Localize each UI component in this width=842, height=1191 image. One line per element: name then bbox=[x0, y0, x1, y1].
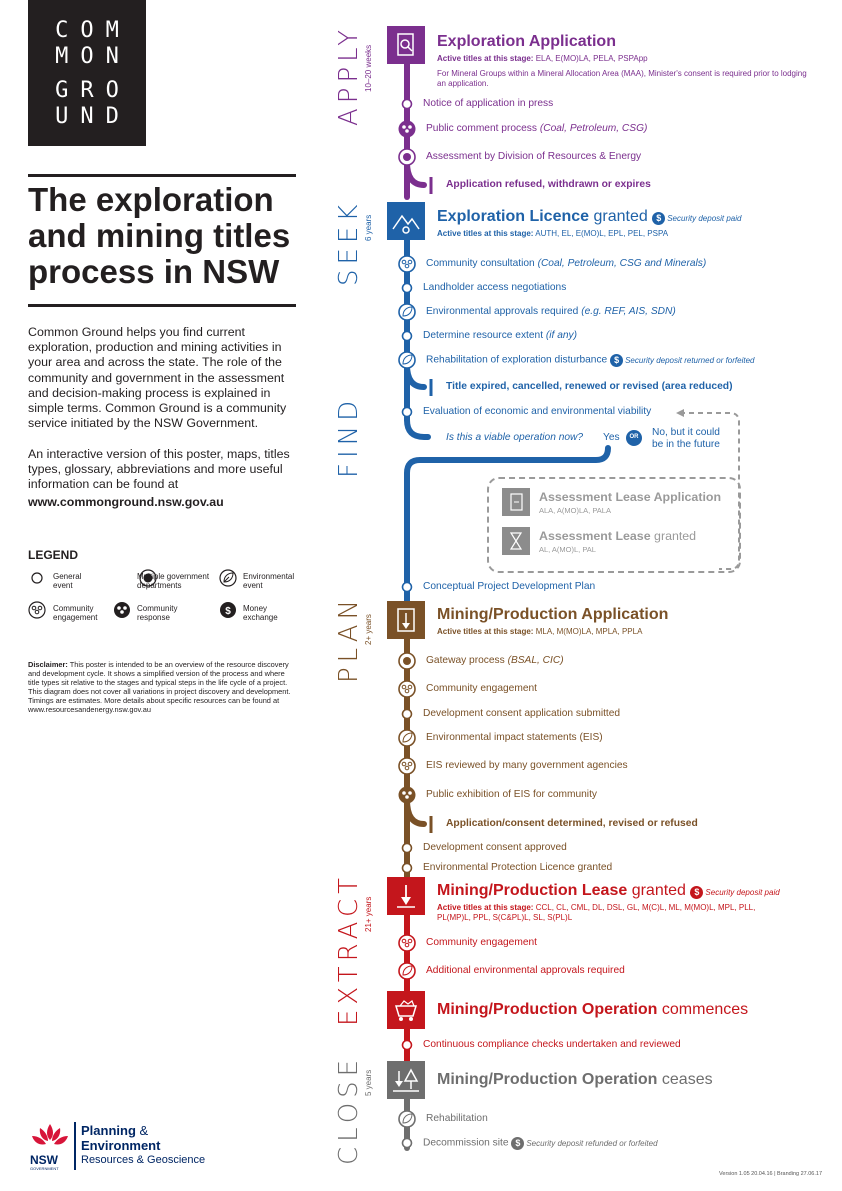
money-icon: $ bbox=[690, 886, 703, 899]
money-icon: $ bbox=[511, 1137, 524, 1150]
viability-question: Is this a viable operation now? bbox=[446, 432, 584, 443]
general-event-icon bbox=[403, 864, 412, 873]
general-event-icon bbox=[403, 332, 412, 341]
environmental-event-icon bbox=[399, 963, 415, 979]
assessment-application-icon bbox=[502, 488, 530, 516]
planning-label: Planning & bbox=[81, 1123, 149, 1138]
operation-ceases-heading: Mining/Production Operation ceases bbox=[437, 1071, 713, 1088]
community-response-icon bbox=[399, 121, 416, 138]
event-rehabilitation: Rehabilitation bbox=[426, 1113, 488, 1124]
event-epl-granted: Environmental Protection Licence granted bbox=[423, 862, 613, 873]
legend-label: Money exchange bbox=[243, 604, 278, 622]
stage-extract: EXTRACT bbox=[334, 872, 364, 1026]
general-event-icon bbox=[403, 284, 412, 293]
stage-duration: 2+ years bbox=[364, 614, 373, 645]
stage-plan: PLAN bbox=[334, 595, 364, 683]
community-engagement-icon bbox=[399, 681, 415, 697]
active-titles: Active titles at this stage: CCL, CL, CML, DL, DSL, GL, M(C)L, ML, M(MO)L, MPL, PLL, PL(MP)L, PPL, S(C&PL)L, SL, S(PL)L bbox=[437, 903, 756, 922]
stage-duration: 10–20 weeks bbox=[364, 44, 373, 92]
stage-apply: APPLY bbox=[334, 24, 364, 126]
legend-label: Multiple government departments bbox=[137, 572, 210, 590]
fork-consent-determined: Application/consent determined, revised or refused bbox=[446, 818, 698, 829]
mining-application-heading: Mining/Production Application bbox=[437, 606, 669, 623]
stage-seek: SEEK bbox=[334, 199, 364, 286]
general-event-icon bbox=[403, 1139, 412, 1148]
general-event-icon bbox=[403, 100, 412, 109]
disclaimer: Disclaimer: This poster is intended to be an overview of the resource discovery and development cycle. It shows a simplified version of the process and where title types sit relative to the stages and typical steps in the life cycle of a project. This diagram does not cover all variations in project discovery and development. Timings are estimates. More details about specific resources can be found at www.resourcesandenergy.nsw.gov.au bbox=[28, 660, 291, 714]
logo-line: MON bbox=[55, 44, 131, 69]
tree-shovel-icon bbox=[387, 1061, 425, 1099]
intro-text: Common Ground helps you find current exploration, production and mining activities in your area and across the state. The role of the community and government in the assessment and decision-making process is explained in simple terms. Common Ground is a community service initiated by the NSW Government. bbox=[28, 325, 287, 431]
title-line: process in NSW bbox=[28, 253, 280, 290]
environmental-event-icon bbox=[399, 1111, 415, 1127]
mining-application-icon bbox=[387, 601, 425, 639]
event-additional-approvals: Additional environmental approvals required bbox=[426, 965, 625, 976]
assessment-application-titles: ALA, A(MO)LA, PALA bbox=[539, 506, 611, 515]
environmental-event-icon bbox=[399, 730, 415, 746]
assessment-lease-titles: AL, A(MO)L, PAL bbox=[539, 545, 596, 554]
event-community-engagement: Community engagement bbox=[426, 683, 537, 694]
application-search-icon bbox=[387, 26, 425, 64]
environmental-event-icon bbox=[399, 304, 415, 320]
multiple-departments-icon bbox=[399, 653, 415, 669]
active-titles: Active titles at this stage: ELA, E(MO)LA, PELA, PSPApp bbox=[437, 54, 648, 63]
environment-label: Environment bbox=[81, 1138, 161, 1153]
event-landholder: Landholder access negotiations bbox=[423, 282, 567, 293]
event-consultation: Community consultation (Coal, Petroleum, CSG and Minerals) bbox=[426, 258, 707, 269]
exploration-application-heading: Exploration Application bbox=[437, 33, 616, 50]
answer-yes: Yes bbox=[603, 432, 620, 443]
active-titles: Active titles at this stage: MLA, M(MO)LA, MPLA, PPLA bbox=[437, 627, 643, 636]
assessment-lease-granted: Assessment Lease granted bbox=[539, 529, 697, 543]
mining-lease-heading: Mining/Production Lease granted $ Security deposit paid bbox=[437, 882, 780, 899]
legend-label: Community response bbox=[137, 604, 178, 622]
operation-commences-heading: Mining/Production Operation commences bbox=[437, 1001, 749, 1018]
event-decommission: Decommission site $ Security deposit refunded or forfeited bbox=[423, 1137, 658, 1149]
event-resource-extent: Determine resource extent (if any) bbox=[423, 330, 578, 341]
event-conceptual-plan: Conceptual Project Development Plan bbox=[423, 581, 596, 592]
logo-line: UND bbox=[55, 104, 131, 129]
event-public-exhibition: Public exhibition of EIS for community bbox=[426, 789, 597, 800]
website-link[interactable]: www.commonground.nsw.gov.au bbox=[28, 495, 224, 509]
event-evaluation: Evaluation of economic and environmental viability bbox=[423, 406, 652, 417]
event-gateway: Gateway process (BSAL, CIC) bbox=[426, 655, 564, 666]
event-eis: Environmental impact statements (EIS) bbox=[426, 732, 603, 743]
general-event-icon bbox=[403, 710, 412, 719]
exploration-licence-heading: Exploration Licence granted $ Security deposit paid bbox=[437, 208, 742, 225]
community-engagement-icon bbox=[399, 935, 415, 951]
maa-note: For Mineral Groups within a Mineral Allocation Area (MAA), Minister's consent is required prior to lodging an application. bbox=[437, 69, 807, 88]
event-rehabilitation: Rehabilitation of exploration disturbance $ Security deposit returned or forfeited bbox=[426, 354, 755, 366]
event-assessment: Assessment by Division of Resources & Energy bbox=[426, 151, 642, 162]
event-env-approvals: Environmental approvals required (e.g. REF, AIS, SDN) bbox=[426, 306, 676, 317]
environmental-event-icon bbox=[399, 352, 415, 368]
general-event-icon bbox=[403, 408, 412, 417]
licence-mountain-icon bbox=[387, 202, 425, 240]
general-event-icon bbox=[403, 844, 412, 853]
money-icon: $ bbox=[652, 212, 665, 225]
legend-label: Community engagement bbox=[53, 604, 98, 622]
logo-line: COM bbox=[55, 18, 131, 43]
legend-label: General event bbox=[53, 572, 82, 590]
event-public-comment: Public comment process (Coal, Petroleum, CSG) bbox=[426, 123, 648, 134]
assessment-lease-application: Assessment Lease Application bbox=[539, 490, 722, 504]
community-engagement-icon bbox=[399, 758, 415, 774]
fork-refused: Application refused, withdrawn or expires bbox=[446, 179, 651, 190]
answer-no: No, but it could be in the future bbox=[652, 427, 720, 450]
interactive-text: An interactive version of this poster, maps, titles types, glossary, abbreviations and more useful information can be found at bbox=[28, 447, 290, 492]
general-event-icon bbox=[403, 583, 412, 592]
event-consent-approved: Development consent approved bbox=[423, 842, 567, 853]
or-label: OR bbox=[629, 434, 639, 440]
resources-label: Resources & Geoscience bbox=[81, 1154, 206, 1166]
event-compliance: Continuous compliance checks undertaken and reviewed bbox=[423, 1039, 681, 1050]
version-label: Version 1.05 20.04.16 | Branding 27.06.17 bbox=[719, 1171, 822, 1177]
community-engagement-icon bbox=[399, 256, 415, 272]
community-response-icon bbox=[399, 787, 416, 804]
stage-close: CLOSE bbox=[334, 1054, 364, 1165]
money-icon: $ bbox=[610, 354, 623, 367]
legend-title: LEGEND bbox=[28, 548, 79, 562]
general-event-icon bbox=[403, 1041, 412, 1050]
logo-line: GRO bbox=[55, 78, 131, 103]
svg-text:$: $ bbox=[225, 606, 231, 617]
nsw-government-label: GOVERNMENT bbox=[30, 1166, 59, 1171]
stage-duration: 5 years bbox=[364, 1069, 373, 1096]
stage-duration: 6 years bbox=[364, 214, 373, 241]
fork-title-expired: Title expired, cancelled, renewed or revised (area reduced) bbox=[446, 381, 733, 392]
event-notice: Notice of application in press bbox=[423, 98, 554, 109]
legend-label: Environmental event bbox=[243, 572, 295, 590]
multiple-departments-icon bbox=[399, 149, 415, 165]
event-eis-reviewed: EIS reviewed by many government agencies bbox=[426, 760, 628, 771]
title-line: The exploration bbox=[28, 181, 274, 218]
title-line: and mining titles bbox=[28, 217, 291, 254]
shovel-icon bbox=[387, 877, 425, 915]
event-community-engagement: Community engagement bbox=[426, 937, 537, 948]
stage-duration: 21+ years bbox=[364, 896, 373, 932]
stage-find: FIND bbox=[334, 395, 364, 478]
active-titles: Active titles at this stage: AUTH, EL, E(MO)L, EPL, PEL, PSPA bbox=[437, 229, 669, 238]
hourglass-icon bbox=[502, 527, 530, 555]
nsw-wordmark: NSW bbox=[30, 1153, 58, 1167]
event-consent-submitted: Development consent application submitted bbox=[423, 708, 621, 719]
mine-cart-icon bbox=[387, 991, 425, 1029]
